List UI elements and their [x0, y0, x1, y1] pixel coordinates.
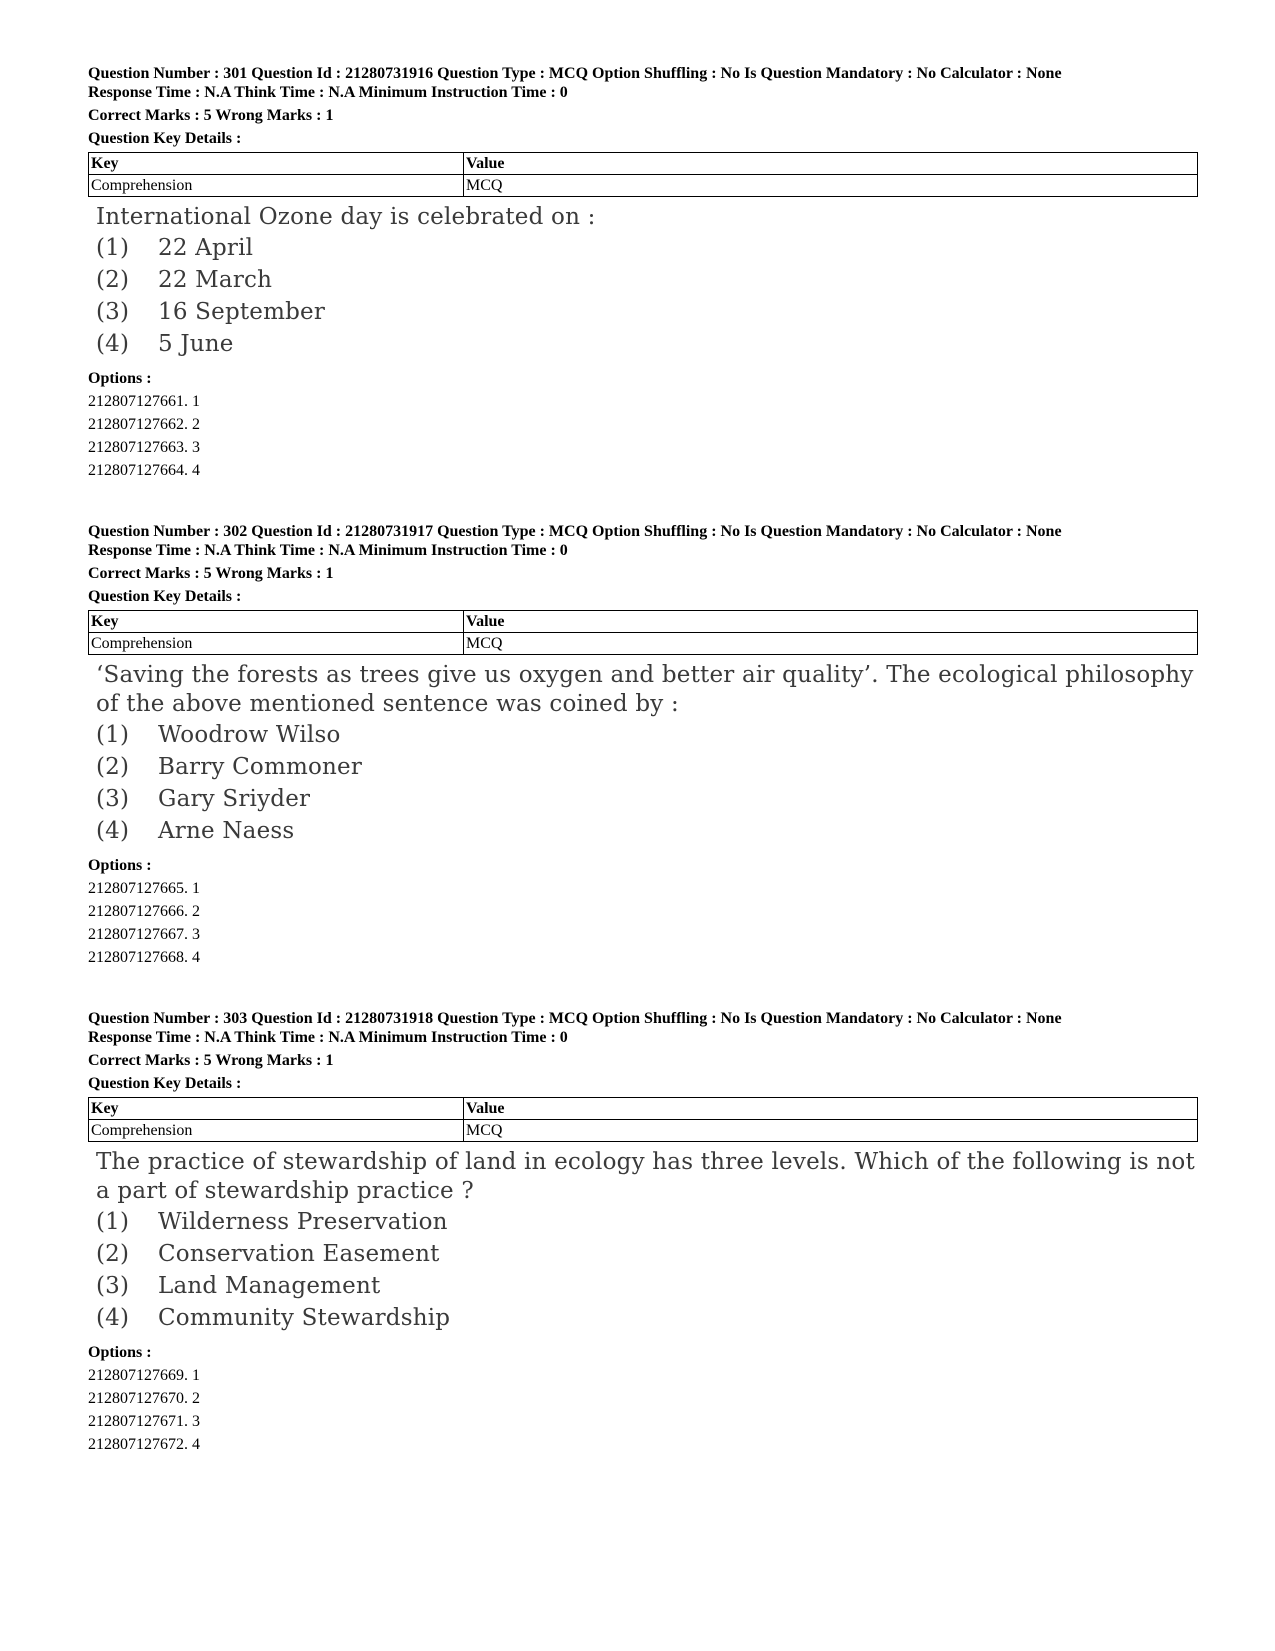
choice-label: Barry Commoner — [158, 754, 363, 780]
key-header-cell: Key — [89, 1098, 464, 1120]
answer-choice — [96, 1302, 1198, 1334]
choice-number: (3) — [96, 786, 130, 812]
key-table-header-row — [89, 611, 1198, 633]
question-block-302 — [88, 522, 1198, 969]
choice-label: 22 March — [158, 267, 273, 293]
value-header-cell: Value — [464, 1098, 1198, 1120]
answer-choice — [96, 1238, 1198, 1270]
question-text: ‘Saving the forests as trees give us oxygen and better air quality’. The ecological philosophy of the above mentioned sentence was coined by : — [96, 662, 1194, 717]
choice-label: 5 June — [158, 331, 234, 357]
answer-choice — [96, 719, 1198, 751]
choice-label: Woodrow Wilso — [158, 722, 341, 748]
answer-choice — [96, 328, 1198, 360]
option-id-item: 212807127667. 3 — [88, 926, 200, 943]
value-cell: MCQ — [464, 633, 1198, 655]
value-header-cell: Value — [464, 611, 1198, 633]
key-cell: Comprehension — [89, 175, 464, 197]
value-cell: MCQ — [464, 175, 1198, 197]
choice-label: 22 April — [158, 235, 254, 261]
choice-number: (2) — [96, 267, 130, 293]
answer-choice — [96, 783, 1198, 815]
key-table-header-row — [89, 1098, 1198, 1120]
choice-label: Conservation Easement — [158, 1241, 440, 1267]
choice-number: (3) — [96, 299, 130, 325]
key-details-table — [88, 152, 1198, 197]
option-id-item: 212807127669. 1 — [88, 1367, 200, 1384]
choice-label: 16 September — [158, 299, 326, 325]
choice-label: Land Management — [158, 1273, 381, 1299]
key-cell: Comprehension — [89, 633, 464, 655]
question-block-303 — [88, 1009, 1198, 1456]
question-marks-line: Correct Marks : 5 Wrong Marks : 1 — [88, 1052, 334, 1069]
key-table-row — [89, 175, 1198, 197]
key-table-header-row — [89, 153, 1198, 175]
options-label: Options : — [88, 370, 152, 387]
option-id-item: 212807127663. 3 — [88, 439, 200, 456]
key-details-table — [88, 1097, 1198, 1142]
key-details-label: Question Key Details : — [88, 1075, 242, 1092]
options-label: Options : — [88, 857, 152, 874]
key-details-label: Question Key Details : — [88, 130, 242, 147]
answer-choice — [96, 1270, 1198, 1302]
choice-number: (1) — [96, 1209, 130, 1235]
option-id-item: 212807127670. 2 — [88, 1390, 200, 1407]
key-cell: Comprehension — [89, 1120, 464, 1142]
option-id-item: 212807127664. 4 — [88, 462, 200, 479]
question-text: The practice of stewardship of land in ecology has three levels. Which of the following is not a part of stewardship practice ? — [96, 1149, 1195, 1204]
question-body — [96, 203, 1198, 360]
question-timing-line: Response Time : N.A Think Time : N.A Minimum Instruction Time : 0 — [88, 84, 568, 101]
option-id-item: 212807127665. 1 — [88, 880, 200, 897]
choice-number: (1) — [96, 722, 130, 748]
choice-number: (4) — [96, 818, 130, 844]
answer-choice — [96, 1206, 1198, 1238]
question-meta-line: Question Number : 301 Question Id : 21280731916 Question Type : MCQ Option Shuffling : No Is Question Mandatory : No Calculator : None — [88, 65, 1062, 82]
choice-number: (4) — [96, 331, 130, 357]
option-id-item: 212807127672. 4 — [88, 1436, 200, 1453]
options-list — [88, 855, 1198, 969]
choice-label: Community Stewardship — [158, 1305, 451, 1331]
option-id-item: 212807127671. 3 — [88, 1413, 200, 1430]
question-body — [96, 661, 1198, 847]
answer-choice — [96, 751, 1198, 783]
choice-number: (2) — [96, 1241, 130, 1267]
choice-number: (2) — [96, 754, 130, 780]
choice-number: (3) — [96, 1273, 130, 1299]
answer-choice — [96, 815, 1198, 847]
answer-choice — [96, 296, 1198, 328]
question-timing-line: Response Time : N.A Think Time : N.A Minimum Instruction Time : 0 — [88, 1029, 568, 1046]
options-list — [88, 368, 1198, 482]
choice-label: Wilderness Preservation — [158, 1209, 448, 1235]
choice-number: (4) — [96, 1305, 130, 1331]
question-timing-line: Response Time : N.A Think Time : N.A Minimum Instruction Time : 0 — [88, 542, 568, 559]
key-details-label: Question Key Details : — [88, 588, 242, 605]
key-header-cell: Key — [89, 153, 464, 175]
question-text: International Ozone day is celebrated on : — [96, 204, 596, 230]
question-meta-line: Question Number : 302 Question Id : 21280731917 Question Type : MCQ Option Shuffling : No Is Question Mandatory : No Calculator : None — [88, 523, 1062, 540]
question-marks-line: Correct Marks : 5 Wrong Marks : 1 — [88, 107, 334, 124]
option-id-item: 212807127661. 1 — [88, 393, 200, 410]
question-paper — [88, 64, 1198, 1456]
key-details-table — [88, 610, 1198, 655]
value-cell: MCQ — [464, 1120, 1198, 1142]
question-block-301 — [88, 64, 1198, 482]
option-id-item: 212807127666. 2 — [88, 903, 200, 920]
answer-choice — [96, 264, 1198, 296]
options-list — [88, 1342, 1198, 1456]
key-header-cell: Key — [89, 611, 464, 633]
key-table-row — [89, 1120, 1198, 1142]
answer-choice — [96, 232, 1198, 264]
question-marks-line: Correct Marks : 5 Wrong Marks : 1 — [88, 565, 334, 582]
option-id-item: 212807127668. 4 — [88, 949, 200, 966]
question-meta-line: Question Number : 303 Question Id : 21280731918 Question Type : MCQ Option Shuffling : No Is Question Mandatory : No Calculator : None — [88, 1010, 1062, 1027]
key-table-row — [89, 633, 1198, 655]
question-body — [96, 1148, 1198, 1334]
choice-number: (1) — [96, 235, 130, 261]
options-label: Options : — [88, 1344, 152, 1361]
option-id-item: 212807127662. 2 — [88, 416, 200, 433]
choice-label: Gary Sriyder — [158, 786, 311, 812]
value-header-cell: Value — [464, 153, 1198, 175]
choice-label: Arne Naess — [158, 818, 295, 844]
